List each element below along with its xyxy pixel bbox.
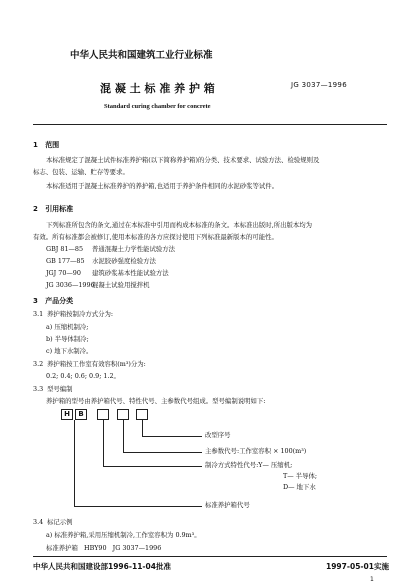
standard-category: 中华人民共和国建筑工业行业标准	[70, 50, 213, 61]
clause-title: 标记示例	[47, 518, 73, 526]
clause-number: 3.1	[33, 310, 44, 318]
leader-line	[103, 466, 202, 467]
leader-line	[142, 436, 202, 437]
cooling-code-label: 制冷方式特性代号:Y— 压缩机;	[205, 461, 293, 469]
leader-line	[103, 420, 104, 466]
leader-line	[142, 420, 143, 436]
section-1-heading	[33, 140, 59, 150]
section-title: 范围	[45, 141, 60, 149]
list-item: b) 半导体制冷;	[46, 335, 89, 343]
section-title: 产品分类	[45, 297, 74, 305]
page-number: 1	[370, 576, 374, 583]
reference-code: GBJ 81—85	[46, 245, 84, 253]
leader-line	[74, 506, 202, 507]
clause-text: 养护箱按制冷方式分为:	[47, 310, 114, 318]
clause-text: 养护箱的型号由养护箱代号、特性代号、主参数代号组成。型号编制说明如下:	[46, 397, 266, 405]
footer-rule	[33, 556, 387, 557]
code-box-revision	[136, 409, 148, 420]
paragraph-line: 本标准规定了混凝土试件标准养护箱(以下简称养护箱)的分类、技术要求、试验方法、检验规则及	[46, 156, 320, 164]
section-number: 3	[33, 297, 38, 305]
section-3-heading	[33, 296, 73, 306]
section-title: 引用标准	[45, 205, 74, 213]
clause-3-4	[33, 519, 73, 526]
reference-name: 建筑砂浆基本性能试验方法	[92, 269, 169, 277]
clause-title: 型号编制	[47, 385, 73, 393]
reference-name: 混凝土试验用搅拌机	[92, 281, 150, 289]
cooling-code-d: D— 地下水	[283, 483, 316, 491]
section-number: 2	[33, 205, 38, 213]
reference-code: GB 177—85	[46, 257, 85, 265]
clause-number: 3.4	[33, 518, 44, 526]
standard-code: JG 3037—1996	[291, 81, 347, 89]
list-item: a) 压缩机制冷;	[46, 323, 89, 331]
reference-item	[46, 258, 156, 265]
example-mark: 标准养护箱 HBY90 JG 3037—1996	[46, 544, 162, 552]
clause-3-3	[33, 386, 73, 393]
reference-name: 水泥胶砂强度检验方法	[92, 257, 156, 265]
reference-item	[46, 246, 175, 253]
code-box-h: H	[61, 409, 73, 420]
standard-code-label: 标准养护箱代号	[205, 501, 250, 509]
reference-code: JGJ 70—90	[46, 269, 81, 277]
english-title: Standard curing chamber for concrete	[104, 103, 211, 110]
reference-item	[46, 270, 169, 277]
example-text: a) 标准养护箱,采用压缩机制冷,工作室容积为 0.9m³。	[46, 531, 201, 539]
volume-values: 0.2; 0.4; 0.6; 0.9; 1.2。	[46, 372, 120, 380]
header-rule	[33, 124, 387, 125]
clause-number: 3.2	[33, 360, 44, 368]
code-box-cooling	[97, 409, 109, 420]
approval-line: 中华人民共和国建设部1996-11-04批准	[33, 562, 171, 571]
revision-label: 改型序号	[205, 431, 231, 439]
paragraph-line: 标志、包装、运输、贮存等要求。	[33, 168, 129, 176]
list-item: c) 地下水制冷。	[46, 347, 93, 355]
code-box-param	[117, 409, 129, 420]
leader-line	[123, 420, 124, 452]
cooling-code-t: T— 半导体;	[283, 472, 318, 480]
paragraph-line: 下列标准所包含的条文,通过在本标准中引用而构成本标准的条文。本标准出版时,所出版本均为	[46, 221, 313, 229]
section-2-heading	[33, 204, 73, 214]
clause-3-2	[33, 361, 146, 368]
leader-line	[123, 452, 202, 453]
implementation-date: 1997-05-01实施	[326, 562, 389, 571]
main-param-label: 主参数代号:工作室容积 × 100(m³)	[205, 447, 307, 455]
reference-item	[46, 282, 150, 289]
reference-code: JG 3036—1996	[46, 281, 95, 289]
clause-3-1	[33, 311, 113, 318]
clause-number: 3.3	[33, 385, 44, 393]
paragraph-line: 本标准适用于混凝土标准养护的养护箱,也适用于养护条件相同的水泥砂浆等试件。	[46, 182, 279, 190]
standard-title: 混 凝 土 标 准 养 护 箱	[100, 82, 215, 95]
leader-line	[74, 420, 75, 506]
code-box-b: B	[75, 409, 87, 420]
clause-text: 养护箱按工作室有效容积(m³)分为:	[47, 360, 146, 368]
paragraph-line: 有效。所有标准都会被修订,使用本标准的各方应探讨使用下列标准最新版本的可能性。	[33, 233, 278, 241]
reference-name: 普通混凝土力学性能试验方法	[92, 245, 176, 253]
section-number: 1	[33, 141, 38, 149]
